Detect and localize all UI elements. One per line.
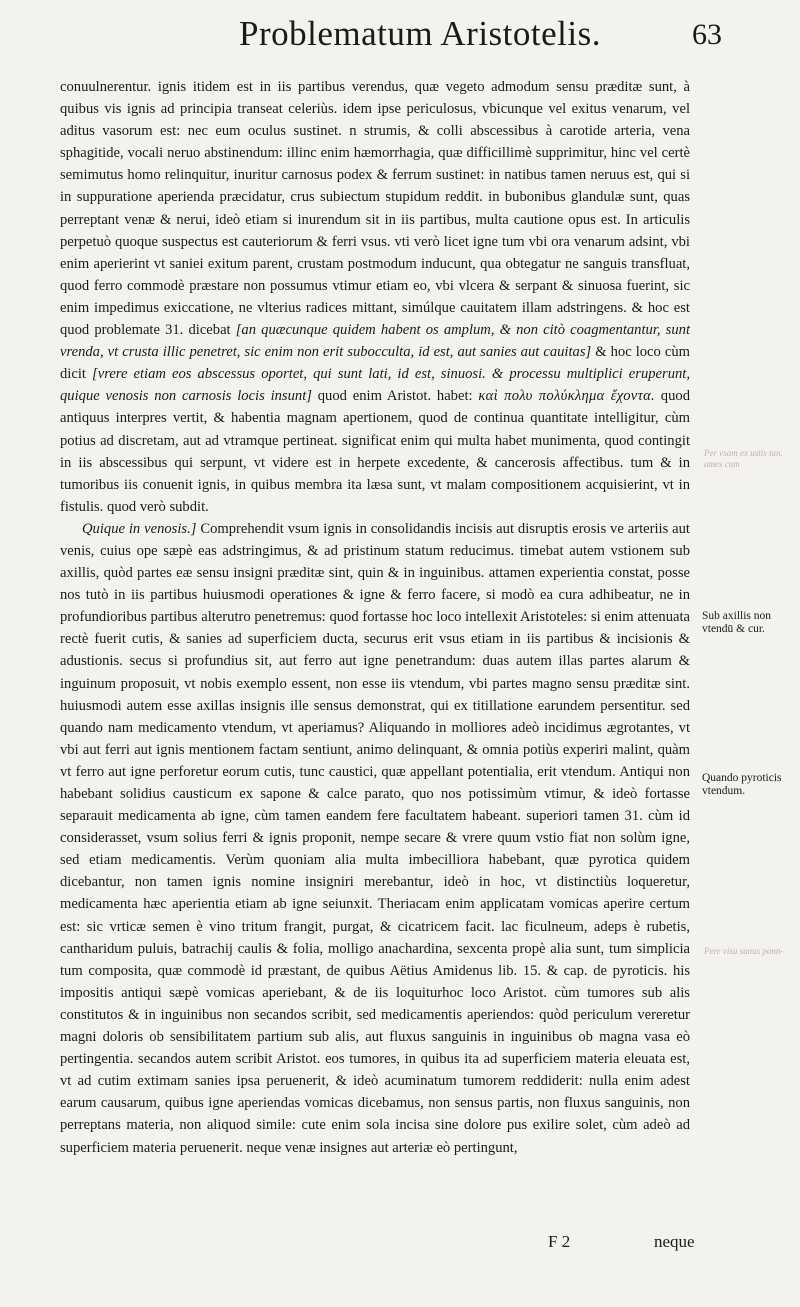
main-text	[60, 76, 690, 1159]
margin-note-axillis: Sub axillis non vtendū & cur.	[702, 610, 772, 635]
citation-segment: [vrere etiam eos abscessus oportet, qui sunt lati, id est, sinuosi. & processu multiplici eruperunt, quique venosis non carnosis locis insunt]	[60, 366, 690, 405]
paragraph-2	[60, 518, 690, 1159]
text-segment: Comprehendit vsum ignis in consolidandis incisis aut disruptis erosis ve arteriis aut venis, cuius ope sæpè eas adstringimus, & ad pristinum statum reducimus. timebat autem vstionem sub axillis, quòd partes eæ sensu insigni præditæ sint, quin & in inguinibus. attamen experientia constat, posse nos tutò in iis partibus huiusmodi operationes & igne & ferro facere, si modò ea cura adhibeatur, ne in profundioribus partibus alterutro penetremus: quod fortasse hoc loco intellexit Aristoteles: si enim attenuata rectè fuerit cutis, & sanies ad superficiem ducta, securus erit vsus etiam in iis partibus & incisionis & adustionis. secus si profundius sit, aut ferro aut igne penetrandum: duas autem illas partes alarum & inguinum proposuit, vt nobis exemplo essent, non esse iis vtendum, vbi partes magno sensu præditæ sint. huiusmodi autem esse axillas insignis ille sensus demonstrat, qui ex titillatione earundem persentitur. sed quando nam medicamento vtendum, vt aperiamus? Aliquando in molliores adeò incidimus ægrotantes, vt vbi aut ferri aut ignis mentionem factam sentiunt, animo delinquant, & omnia potiùs experiri malint, quàm vt ferro aut igne perforetur eorum cutis, tunc caustici, quæ appellant potentialia, erit vtendum. Antiqui non habebant solidius causticum ex sapone & calce parato, quo nos potissimùm vtimur, & ideò fortasse separauit medicamenta ab igne, cùm tamen eandem fere facultatem habeant. superiori tamen 31. cùm id considerasset, vsum solius ferri & ignis proponit, nempe secare & vrere quum vstio fiat non solùm igne, sed etiam medicamentis. Verùm quoniam alia multa imbecilliora habebant, quæ pyrotica quidem dicebantur, non tamen ignis nomine insigniri merebantur, ideò in hoc, vt distinctiùs loqueretur, medicamenta hæc aperientia etiam ab igne seiunxit. Theriacam enim applicatam vomicas aperire certum est: sic vrticæ semen è vino tritum frangit, purgat, & cicatricem facit. lac ficulneum, adeps è rubetis, cantharidum puluis, batrachij caulis & folia, molligo anachardina, sexcenta propè alia sunt, tum simplicia tum composita, quæ commodè id præstant, de quibus Aëtius Amidenus lib. 15. & cap. de pyroticis. his impositis antiqui sæpè vomicas aperiebant, & de iis loquiturhoc loco Aristot. cùm tumores sub alis constitutos & in inguinibus non secandos scribit, sed medicamentis aperiendos: quòd periculum vereretur magni doloris ob sensibilitatem partium sub alis, aut fluxus sanguinis in inguinibus ob magna vasa eò pertingentia. secandos autem scribit Aristot. eos tumores, in quibus ita ad superficiem materia eleuata est, vt ad cutim extimam sanies ipsa peruenerit, & ideò acuminatum tumorem reddiderit: nulla enim adest earum causarum, quibus igne aperiendas vomicas dicebamus, non sensus partis, non fluxus sanguinis, non perreptans materia, non aliquod simile: cute enim sola incisa sine dolore pus exilire solet, cùm adeò ad superficiem materia peruenerit. neque venæ insignes aut arteriæ eò pertingunt,	[60, 520, 690, 1156]
text-segment: quod enim Aristot. habet:	[311, 388, 479, 405]
catchword: neque	[654, 1232, 695, 1251]
signature-mark: F 2	[548, 1232, 571, 1251]
greek-segment: καὶ πολυ πολύκλημα ἔχοντα.	[478, 388, 655, 405]
faint-margin-note: Per vsam ex ustis tan. ames cum	[704, 448, 783, 469]
page-number: 63	[692, 18, 722, 51]
faint-margin-note: Pere visu sunus ponn-	[704, 946, 784, 956]
text-segment: & hoc loco cùm dicit	[60, 344, 690, 383]
lemma-segment: Quique in venosis.]	[82, 520, 197, 537]
paragraph-1	[60, 76, 690, 518]
margin-note-pyroticis: Quando pyroticis vtendum.	[702, 772, 782, 797]
text-segment: conuulnerentur. ignis itidem est in iis partibus verendus, quæ vegeto admodum sensu præditæ sunt, à quibus vis ignis ad principia transeat celeriùs. idem ipse periculosus, vbicunque vel exitus venarum, vel aditus vasorum est: nec eum oculus sustinet. n strumis, & colli abscessibus à carotide arteria, vena sphagitide, vocali neruo abstinendum: illinc enim hæmorrhagia, quæ difficillimè supprimitur, hinc vel certè semimutus homo relinquitur, inuritur carnosus podex & ferrum sustinet: in natibus tamen neruus est, qui si in suppuratione aperienda præcidatur, crus subiectum stupidum reddit. in bubonibus glandulæ sunt, quas perreptant venæ & nerui, ideò etiam si inurendum sit in iis partibus, multa cautione opus est. In articulis perpetuò quoque suspectus est cauteriorum & ferri vsus. vti verò licet igne tum vbi ora venarum adsint, vbi enim aperierint vt saniei exitum parent, crustam postmodum inducunt, qua obtegatur ne sanguis transfluat, quod ferro commodè præstare non possumus vtimur etiam eo, vbi vlcera & serpant & sinuosa fuerint, sic enim impedimus exiccatione, ne vlterius radices mittant, simúlque cauitatem illam adstringens. & hoc est quod problemate 31. dicebat	[60, 79, 690, 339]
running-title: Problematum Aristotelis.	[239, 14, 601, 53]
text-segment: quod antiquus interpres vertit, & habentia magnam apertionem, quod de continua quantitate intelligitur, cùm potius ad discretam, aut ad vtramque pertineat. significat enim qui multa habet munimenta, quod contingit in iis abscessibus qui serpunt, vt videre est in herpete excedente, & cancerosis affectibus. tum & in tumoribus iis conuenit ignis, in quibus membra ita læsa sunt, vt malam compositionem acquisierint, vt in fistulis. quod verò subdit.	[60, 388, 690, 515]
citation-segment: [an quæcunque quidem habent os amplum, & non citò coagmentantur, sunt vrenda, vt crusta illic penetret, sic enim non erit subocculta, id est, aut sanies aut cauitas]	[60, 322, 690, 361]
